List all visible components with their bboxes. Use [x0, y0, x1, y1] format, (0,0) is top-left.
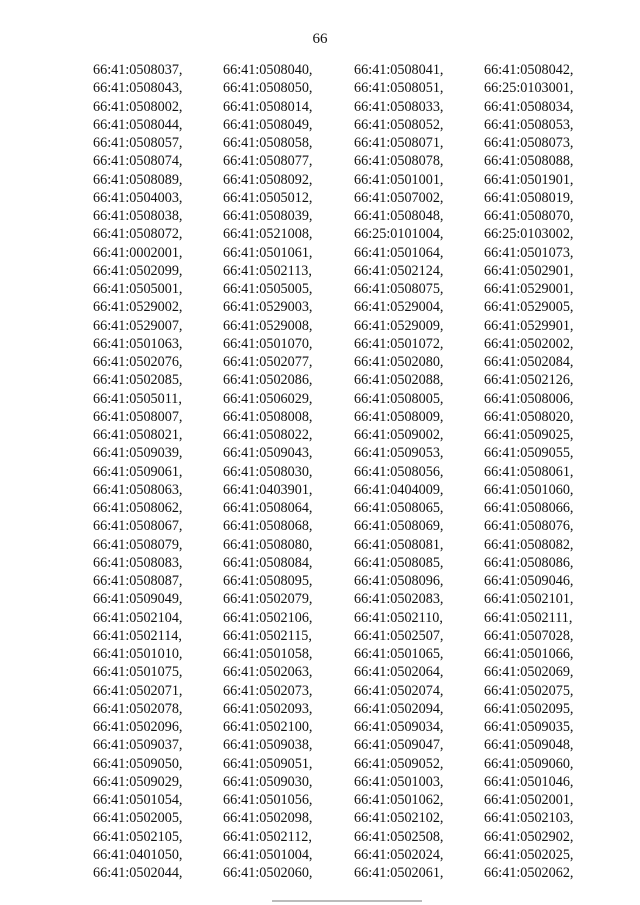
cadastral-number: 66:41:0508002,	[93, 98, 183, 115]
cadastral-number: 66:41:0508068,	[223, 518, 313, 535]
cadastral-number: 66:41:0508050,	[223, 80, 313, 97]
cadastral-number: 66:41:0502114,	[93, 627, 182, 644]
cadastral-number: 66:41:0508041,	[354, 62, 444, 78]
cadastral-number: 66:41:0502093,	[223, 700, 313, 717]
cadastral-number: 66:41:0502001,	[484, 792, 574, 808]
cadastral-number: 66:41:0508038,	[93, 208, 183, 224]
cadastral-number: 66:41:0508034,	[484, 98, 574, 115]
cadastral-number: 66:41:0509029,	[93, 773, 183, 790]
cadastral-number: 66:41:0502098,	[223, 810, 313, 827]
cadastral-number: 66:41:0529009,	[354, 317, 444, 334]
cadastral-number: 66:41:0502062,	[484, 865, 574, 881]
cadastral-number: 66:41:0509039,	[93, 445, 183, 462]
cadastral-number: 66:41:0508086,	[484, 554, 574, 571]
cadastral-number: 66:41:0502083,	[354, 591, 444, 608]
cadastral-number: 66:41:0509050,	[93, 755, 183, 772]
cadastral-number: 66:41:0502075,	[484, 682, 574, 699]
cadastral-number: 66:41:0508076,	[484, 518, 574, 535]
cadastral-number: 66:41:0529001,	[484, 281, 574, 297]
cadastral-number: 66:41:0502508,	[354, 828, 444, 845]
cadastral-number: 66:41:0508061,	[484, 463, 574, 480]
cadastral-number: 66:41:0508007,	[93, 408, 183, 425]
cadastral-number: 66:41:0501056,	[223, 792, 313, 808]
cadastral-number: 66:41:0502105,	[93, 828, 183, 845]
cadastral-number: 66:25:0103001,	[484, 80, 574, 97]
cadastral-number: 66:41:0508074,	[93, 153, 183, 170]
cadastral-number: 66:41:0529901,	[484, 317, 574, 334]
cadastral-number: 66:41:0505011,	[93, 390, 182, 407]
page-number: 66	[312, 31, 328, 47]
cadastral-number: 66:41:0501001,	[354, 171, 444, 188]
cadastral-number: 66:41:0508040,	[223, 62, 313, 78]
cadastral-number: 66:41:0502095,	[484, 700, 574, 717]
cadastral-number: 66:41:0502085,	[93, 372, 183, 389]
cadastral-number: 66:41:0508071,	[354, 135, 444, 151]
cadastral-number: 66:41:0509025,	[484, 427, 574, 443]
cadastral-number: 66:41:0501070,	[223, 335, 313, 352]
cadastral-number: 66:41:0508021,	[93, 427, 183, 443]
cadastral-number: 66:41:0508053,	[484, 116, 574, 133]
cadastral-number: 66:41:0501060,	[484, 481, 574, 498]
cadastral-number: 66:41:0508095,	[223, 573, 313, 589]
cadastral-number: 66:41:0508081,	[354, 536, 444, 553]
scan-edge-mark	[272, 900, 422, 902]
cadastral-number: 66:41:0502115,	[223, 627, 312, 644]
cadastral-number: 66:41:0508062,	[93, 500, 183, 516]
cadastral-number: 66:41:0502111,	[484, 609, 573, 626]
cadastral-number: 66:41:0508008,	[223, 408, 313, 425]
cadastral-number: 66:41:0502064,	[354, 664, 444, 681]
cadastral-number: 66:41:0508073,	[484, 135, 574, 151]
cadastral-number: 66:41:0508069,	[354, 518, 444, 535]
cadastral-number: 66:41:0529007,	[93, 317, 183, 334]
cadastral-number: 66:25:0103002,	[484, 226, 574, 243]
cadastral-number: 66:41:0502126,	[484, 372, 574, 389]
cadastral-number: 66:41:0502060,	[223, 865, 313, 881]
cadastral-number: 66:41:0502112,	[223, 828, 312, 845]
cadastral-number: 66:41:0508030,	[223, 463, 313, 480]
cadastral-number: 66:41:0504003,	[93, 189, 183, 206]
cadastral-number: 66:41:0508084,	[223, 554, 313, 571]
cadastral-number: 66:41:0502002,	[484, 335, 574, 352]
cadastral-number: 66:41:0509060,	[484, 755, 574, 772]
cadastral-number: 66:41:0508085,	[354, 554, 444, 571]
cadastral-number: 66:41:0508096,	[354, 573, 444, 589]
cadastral-number: 66:41:0502110,	[354, 609, 443, 626]
cadastral-number: 66:41:0508058,	[223, 135, 313, 151]
cadastral-number: 66:41:0502084,	[484, 354, 574, 370]
cadastral-number: 66:41:0502005,	[93, 810, 183, 827]
cadastral-number: 66:41:0502061,	[354, 865, 444, 881]
cadastral-number: 66:41:0502101,	[484, 591, 574, 608]
cadastral-number: 66:41:0502113,	[223, 262, 312, 279]
cadastral-number-list	[93, 61, 604, 882]
cadastral-number: 66:41:0502073,	[223, 682, 313, 699]
cadastral-number: 66:41:0529002,	[93, 299, 183, 316]
cadastral-number: 66:41:0501901,	[484, 171, 574, 188]
cadastral-number: 66:41:0501058,	[223, 646, 313, 662]
cadastral-number: 66:41:0508022,	[223, 427, 313, 443]
cadastral-number: 66:41:0502063,	[223, 664, 313, 681]
cadastral-number: 66:41:0529008,	[223, 317, 313, 334]
cadastral-number: 66:41:0502071,	[93, 682, 183, 699]
cadastral-number: 66:41:0509030,	[223, 773, 313, 790]
cadastral-number: 66:41:0508037,	[93, 62, 183, 78]
cadastral-number: 66:41:0501064,	[354, 244, 444, 261]
cadastral-number: 66:41:0404009,	[354, 481, 444, 498]
cadastral-number: 66:41:0509043,	[223, 445, 313, 462]
cadastral-number: 66:41:0509035,	[484, 719, 574, 735]
cadastral-number: 66:41:0508065,	[354, 500, 444, 516]
cadastral-number: 66:41:0508056,	[354, 463, 444, 480]
cadastral-number: 66:41:0508043,	[93, 80, 183, 97]
cadastral-number: 66:41:0502025,	[484, 846, 574, 863]
cadastral-number: 66:41:0509053,	[354, 445, 444, 462]
cadastral-number: 66:41:0502102,	[354, 810, 444, 827]
cadastral-number: 66:41:0502077,	[223, 354, 313, 370]
cadastral-number: 66:41:0509038,	[223, 737, 313, 754]
cadastral-number: 66:41:0508020,	[484, 408, 574, 425]
cadastral-number: 66:41:0508057,	[93, 135, 183, 151]
cadastral-number: 66:41:0002001,	[93, 244, 183, 261]
cadastral-number: 66:41:0508005,	[354, 390, 444, 407]
cadastral-number: 66:41:0502079,	[223, 591, 313, 608]
cadastral-number: 66:41:0508079,	[93, 536, 183, 553]
cadastral-number: 66:41:0508052,	[354, 116, 444, 133]
cadastral-number: 66:41:0508067,	[93, 518, 183, 535]
cadastral-number: 66:41:0509049,	[93, 591, 183, 608]
cadastral-number: 66:41:0529003,	[223, 299, 313, 316]
cadastral-number: 66:41:0502901,	[484, 262, 574, 279]
cadastral-number: 66:41:0508087,	[93, 573, 183, 589]
cadastral-number: 66:41:0508009,	[354, 408, 444, 425]
cadastral-number: 66:41:0529004,	[354, 299, 444, 316]
cadastral-number: 66:41:0502902,	[484, 828, 574, 845]
cadastral-number: 66:41:0529005,	[484, 299, 574, 316]
cadastral-number: 66:41:0508063,	[93, 481, 183, 498]
cadastral-number: 66:41:0501072,	[354, 335, 444, 352]
cadastral-number: 66:41:0508078,	[354, 153, 444, 170]
cadastral-number: 66:41:0502069,	[484, 664, 574, 681]
cadastral-number: 66:41:0509048,	[484, 737, 574, 754]
cadastral-number: 66:41:0401050,	[93, 846, 183, 863]
cadastral-number: 66:41:0502024,	[354, 846, 444, 863]
cadastral-number: 66:41:0505012,	[223, 189, 313, 206]
cadastral-number: 66:41:0505005,	[223, 281, 313, 297]
cadastral-number: 66:41:0508051,	[354, 80, 444, 97]
cadastral-number: 66:41:0508049,	[223, 116, 313, 133]
cadastral-number: 66:41:0501061,	[223, 244, 313, 261]
cadastral-number: 66:41:0507002,	[354, 189, 444, 206]
cadastral-number: 66:41:0501062,	[354, 792, 444, 808]
cadastral-number: 66:41:0508039,	[223, 208, 313, 224]
cadastral-number: 66:41:0502106,	[223, 609, 313, 626]
cadastral-number: 66:41:0502507,	[354, 627, 444, 644]
cadastral-number: 66:41:0501063,	[93, 335, 183, 352]
cadastral-number: 66:41:0508092,	[223, 171, 313, 188]
cadastral-number: 66:41:0508014,	[223, 98, 313, 115]
cadastral-number: 66:41:0501065,	[354, 646, 444, 662]
cadastral-number: 66:41:0508033,	[354, 98, 444, 115]
cadastral-number: 66:41:0501004,	[223, 846, 313, 863]
cadastral-number: 66:41:0502099,	[93, 262, 183, 279]
cadastral-number: 66:41:0508088,	[484, 153, 574, 170]
cadastral-number: 66:41:0501066,	[484, 646, 574, 662]
cadastral-number: 66:41:0508064,	[223, 500, 313, 516]
cadastral-number: 66:41:0508075,	[354, 281, 444, 297]
cadastral-number: 66:41:0502086,	[223, 372, 313, 389]
cadastral-number: 66:41:0502088,	[354, 372, 444, 389]
cadastral-number: 66:41:0509061,	[93, 463, 183, 480]
cadastral-number: 66:41:0502096,	[93, 719, 183, 735]
cadastral-number: 66:41:0509046,	[484, 573, 574, 589]
cadastral-number: 66:41:0501054,	[93, 792, 183, 808]
cadastral-number: 66:41:0508077,	[223, 153, 313, 170]
cadastral-number: 66:41:0509002,	[354, 427, 444, 443]
cadastral-number: 66:41:0508089,	[93, 171, 183, 188]
cadastral-number: 66:41:0502044,	[93, 865, 183, 881]
cadastral-number: 66:41:0509052,	[354, 755, 444, 772]
cadastral-number: 66:41:0508083,	[93, 554, 183, 571]
cadastral-number: 66:41:0509047,	[354, 737, 444, 754]
cadastral-number: 66:41:0506029,	[223, 390, 313, 407]
cadastral-number: 66:41:0508082,	[484, 536, 574, 553]
cadastral-number: 66:41:0508066,	[484, 500, 574, 516]
cadastral-number: 66:41:0508070,	[484, 208, 574, 224]
cadastral-number: 66:41:0508006,	[484, 390, 574, 407]
cadastral-number: 66:41:0502094,	[354, 700, 444, 717]
cadastral-number: 66:41:0508019,	[484, 189, 574, 206]
cadastral-number: 66:41:0502076,	[93, 354, 183, 370]
cadastral-number: 66:41:0502100,	[223, 719, 313, 735]
cadastral-number: 66:41:0502124,	[354, 262, 444, 279]
cadastral-number: 66:41:0505001,	[93, 281, 183, 297]
cadastral-number: 66:41:0507028,	[484, 627, 574, 644]
cadastral-number: 66:41:0502103,	[484, 810, 574, 827]
cadastral-number: 66:41:0509055,	[484, 445, 574, 462]
cadastral-number: 66:41:0501003,	[354, 773, 444, 790]
cadastral-number: 66:41:0508080,	[223, 536, 313, 553]
cadastral-number: 66:41:0502078,	[93, 700, 183, 717]
cadastral-number: 66:41:0502104,	[93, 609, 183, 626]
cadastral-number: 66:41:0501010,	[93, 646, 183, 662]
cadastral-number: 66:41:0509034,	[354, 719, 444, 735]
cadastral-number: 66:41:0508044,	[93, 116, 183, 133]
cadastral-number: 66:41:0501073,	[484, 244, 574, 261]
cadastral-number: 66:41:0501075,	[93, 664, 183, 681]
cadastral-number: 66:25:0101004,	[354, 226, 444, 243]
cadastral-number: 66:41:0508048,	[354, 208, 444, 224]
cadastral-number: 66:41:0521008,	[223, 226, 313, 243]
cadastral-number: 66:41:0509051,	[223, 755, 313, 772]
cadastral-number: 66:41:0502074,	[354, 682, 444, 699]
cadastral-number: 66:41:0403901,	[223, 481, 313, 498]
cadastral-number: 66:41:0509037,	[93, 737, 183, 754]
cadastral-number: 66:41:0508042,	[484, 62, 574, 78]
cadastral-number: 66:41:0501046,	[484, 773, 574, 790]
cadastral-number: 66:41:0502080,	[354, 354, 444, 370]
cadastral-number: 66:41:0508072,	[93, 226, 183, 243]
